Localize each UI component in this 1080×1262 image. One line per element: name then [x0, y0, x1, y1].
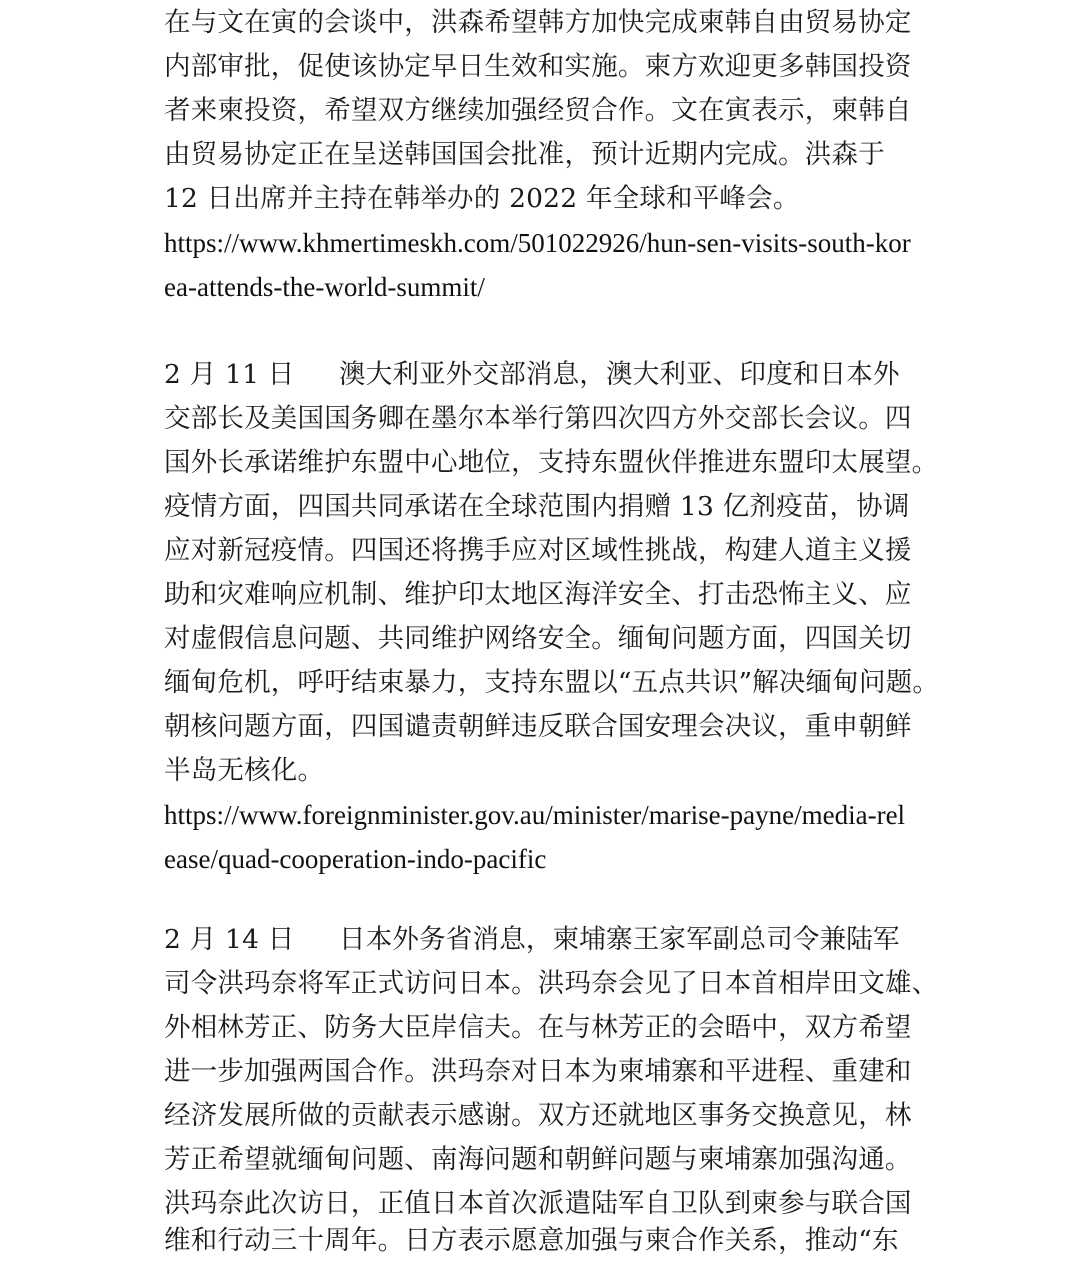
text-line: 疫情方面，四国共同承诺在全球范围内捐赠 13 亿剂疫苗，协调: [164, 491, 910, 522]
text-line: 进一步加强两国合作。洪玛奈对日本为柬埔寨和平进程、重建和: [164, 1056, 912, 1087]
text-line: 12 日出席并主持在韩举办的 2022 年全球和平峰会。: [164, 183, 800, 214]
entry-date: 2 月 14 日: [164, 924, 295, 955]
text-line: 司令洪玛奈将军正式访问日本。洪玛奈会见了日本首相岸田文雄、: [164, 968, 939, 999]
text-line: 洪玛奈此次访日，正值日本首次派遣陆军自卫队到柬参与联合国: [164, 1188, 912, 1219]
text-line: 应对新冠疫情。四国还将携手应对区域性挑战，构建人道主义援: [164, 535, 912, 566]
text-line: 国外长承诺维护东盟中心地位，支持东盟伙伴推进东盟印太展望。: [164, 447, 939, 478]
entry-date: 2 月 11 日: [164, 359, 295, 390]
source-url-line[interactable]: https://www.khmertimeskh.com/501022926/hun-sen-visits-south-kor: [164, 228, 911, 258]
text-line: 维和行动三十周年。日方表示愿意加强与柬合作关系，推动“东: [164, 1225, 899, 1256]
text-line: 由贸易协定正在呈送韩国国会批准，预计近期内完成。洪森于: [164, 139, 885, 170]
text-line: 澳大利亚外交部消息，澳大利亚、印度和日本外: [339, 359, 900, 390]
text-line: 半岛无核化。: [164, 755, 325, 786]
text-line: 者来柬投资，希望双方继续加强经贸合作。文在寅表示，柬韩自: [164, 95, 912, 126]
text-line: 外相林芳正、防务大臣岸信夫。在与林芳正的会晤中，双方希望: [164, 1012, 912, 1043]
text-line: 在与文在寅的会谈中，洪森希望韩方加快完成柬韩自由贸易协定: [164, 7, 912, 38]
text-line: 缅甸危机，呼吁结束暴力，支持东盟以“五点共识”解决缅甸问题。: [164, 667, 940, 698]
text-line: 芳正希望就缅甸问题、南海问题和朝鲜问题与柬埔寨加强沟通。: [164, 1144, 912, 1175]
text-line: 内部审批，促使该协定早日生效和实施。柬方欢迎更多韩国投资: [164, 51, 912, 82]
source-url-line[interactable]: ea-attends-the-world-summit/: [164, 272, 485, 302]
text-line: 经济发展所做的贡献表示感谢。双方还就地区事务交换意见，林: [164, 1100, 912, 1131]
text-line: 日本外务省消息，柬埔寨王家军副总司令兼陆军: [339, 924, 900, 955]
entry-first-line: [164, 925, 900, 955]
text-line: 交部长及美国国务卿在墨尔本举行第四次四方外交部长会议。四: [164, 403, 912, 434]
text-line: 对虚假信息问题、共同维护网络安全。缅甸问题方面，四国关切: [164, 623, 912, 654]
text-line: 助和灾难响应机制、维护印太地区海洋安全、打击恐怖主义、应: [164, 579, 912, 610]
source-url-line[interactable]: ease/quad-cooperation-indo-pacific: [164, 844, 547, 874]
entry-first-line: [164, 360, 900, 390]
source-url-line[interactable]: https://www.foreignminister.gov.au/minister/marise-payne/media-rel: [164, 800, 906, 830]
text-line: 朝核问题方面，四国谴责朝鲜违反联合国安理会决议，重申朝鲜: [164, 711, 912, 742]
